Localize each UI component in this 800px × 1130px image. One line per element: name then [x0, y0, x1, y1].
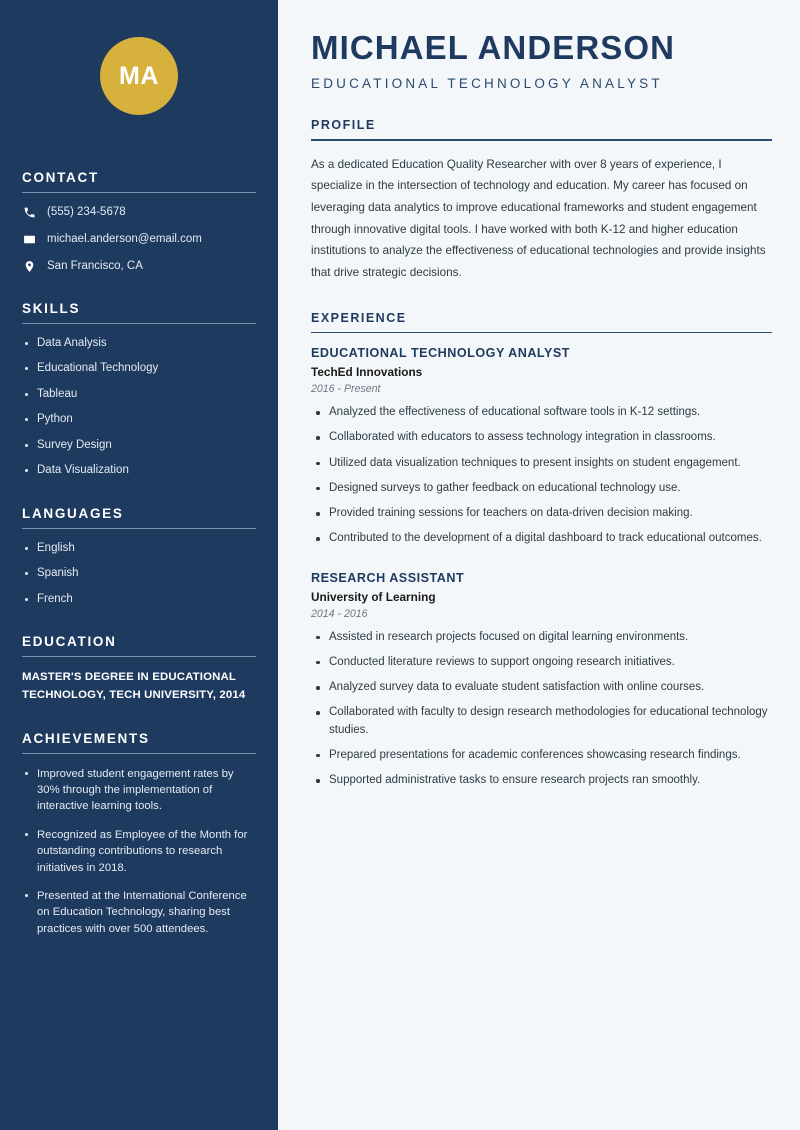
experience-bullets [311, 404, 772, 548]
experience-section [311, 311, 772, 790]
list-item: Recognized as Employee of the Month for outstanding contributions to research initiatives in 2018. [22, 827, 256, 876]
languages-section [22, 506, 256, 608]
list-item: Collaborated with faculty to design research methodologies for educational technology studies. [311, 704, 772, 739]
list-item: Conducted literature reviews to support ongoing research initiatives. [311, 654, 772, 671]
main-content [278, 0, 800, 1130]
list-item: Data Analysis [22, 336, 256, 352]
list-item: Provided training sessions for teachers on data-driven decision making. [311, 505, 772, 522]
profile-heading: PROFILE [311, 118, 376, 133]
profile-text: As a dedicated Education Quality Researcher with over 8 years of experience, I specialize in the intersection of technology and education. My career has focused on leveraging data analytics to improve educational frameworks and student engagement through innovative digital tools. I have worked with both K-12 and higher education institutions to analyze the effectiveness of educational technologies and provide insights that drive strategic decisions. [311, 157, 766, 279]
experience-entry [311, 571, 772, 790]
experience-role: EDUCATIONAL TECHNOLOGY ANALYST [311, 346, 570, 361]
languages-divider [22, 528, 256, 529]
experience-heading: EXPERIENCE [311, 310, 407, 325]
experience-company: University of Learning [311, 589, 436, 604]
list-item: Tableau [22, 387, 256, 403]
location-pin-icon [22, 260, 36, 273]
list-item: Survey Design [22, 438, 256, 454]
list-item: Improved student engagement rates by 30% through the implementation of interactive learning tools. [22, 766, 256, 815]
envelope-icon [22, 233, 36, 246]
experience-divider [311, 332, 772, 334]
avatar-container [22, 0, 256, 125]
job-title: EDUCATIONAL TECHNOLOGY ANALYST [311, 76, 663, 92]
list-item: Spanish [22, 566, 256, 582]
languages-list [22, 541, 256, 608]
experience-bullets [311, 629, 772, 790]
profile-divider [311, 139, 772, 141]
experience-dates: 2016 - Present [311, 383, 381, 396]
sidebar [0, 0, 278, 1130]
education-divider [22, 656, 256, 657]
contact-section [22, 170, 256, 274]
contact-divider [22, 192, 256, 193]
avatar: MA [100, 37, 178, 115]
list-item: Supported administrative tasks to ensure research projects ran smoothly. [311, 772, 772, 789]
education-section [22, 634, 256, 703]
list-item: Analyzed survey data to evaluate student satisfaction with online courses. [311, 679, 772, 696]
contact-email-value: michael.anderson@email.com [47, 232, 202, 245]
achievements-list [22, 766, 256, 937]
contact-item-email[interactable] [22, 232, 256, 247]
list-item: Utilized data visualization techniques to present insights on student engagement. [311, 455, 772, 472]
achievements-heading: ACHIEVEMENTS [22, 730, 150, 746]
contact-location-value: San Francisco, CA [47, 259, 143, 272]
contact-item-location[interactable] [22, 259, 256, 274]
contact-heading: CONTACT [22, 170, 99, 185]
list-item: Presented at the International Conference on Education Technology, sharing best practices with over 500 attendees. [22, 888, 256, 937]
contact-phone-value: (555) 234-5678 [47, 206, 126, 218]
education-entry: MASTER'S DEGREE IN EDUCATIONAL TECHNOLOGY, TECH UNIVERSITY, 2014 [22, 671, 246, 701]
list-item: English [22, 541, 256, 557]
experience-role: RESEARCH ASSISTANT [311, 570, 465, 585]
education-heading: EDUCATION [22, 634, 117, 650]
experience-dates: 2014 - 2016 [311, 607, 368, 620]
page-title: MICHAEL ANDERSON [311, 29, 676, 66]
list-item: Collaborated with educators to assess technology integration in classrooms. [311, 429, 772, 446]
achievements-section [22, 731, 256, 937]
list-item: Prepared presentations for academic conferences showcasing research findings. [311, 747, 772, 764]
list-item: Educational Technology [22, 361, 256, 377]
skills-divider [22, 323, 256, 324]
profile-section [311, 118, 772, 283]
skills-heading: SKILLS [22, 300, 81, 316]
contact-item-phone[interactable] [22, 205, 256, 220]
achievements-divider [22, 753, 256, 754]
experience-company: TechEd Innovations [311, 365, 423, 380]
list-item: Contributed to the development of a digital dashboard to track educational outcomes. [311, 530, 772, 547]
phone-icon [22, 206, 36, 219]
list-item: Python [22, 412, 256, 428]
list-item: Assisted in research projects focused on digital learning environments. [311, 629, 772, 646]
languages-heading: LANGUAGES [22, 505, 124, 521]
list-item: Analyzed the effectiveness of educational software tools in K-12 settings. [311, 404, 772, 421]
list-item: French [22, 592, 256, 608]
skills-section [22, 301, 256, 479]
skills-list [22, 336, 256, 479]
experience-entry [311, 346, 772, 548]
list-item: Data Visualization [22, 463, 256, 479]
list-item: Designed surveys to gather feedback on educational technology use. [311, 480, 772, 497]
